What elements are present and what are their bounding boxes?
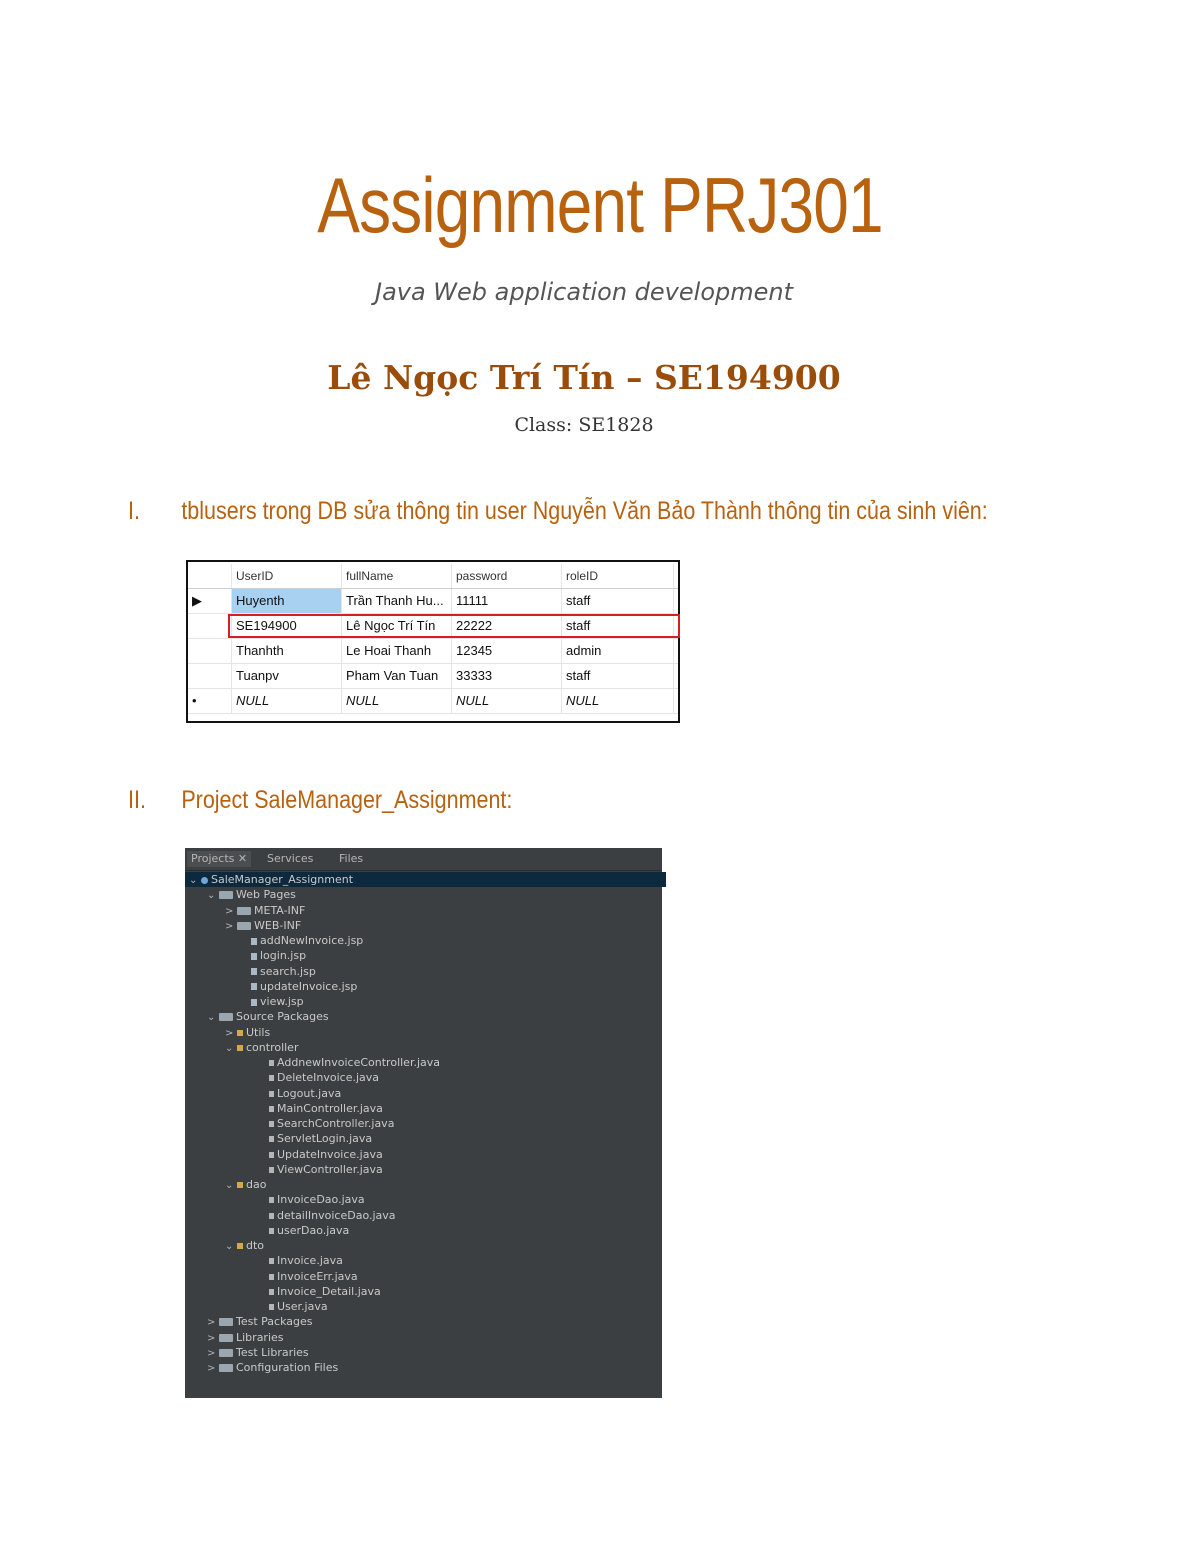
tree-node-label: dto xyxy=(246,1239,265,1252)
tree-node[interactable] xyxy=(185,1223,349,1238)
tree-node-label: view.jsp xyxy=(260,995,304,1008)
panel-tabs xyxy=(185,848,662,871)
tree-node-label: Test Libraries xyxy=(236,1345,309,1359)
tree-node-label: dao xyxy=(246,1178,267,1191)
tree-node-label: Test Packages xyxy=(236,1315,313,1329)
table-cell[interactable]: NULL xyxy=(562,689,674,713)
table-cell[interactable]: SE194900 xyxy=(232,614,342,638)
file-icon xyxy=(251,938,257,945)
table-cell[interactable]: 33333 xyxy=(452,664,562,688)
java-file-icon xyxy=(269,1213,274,1219)
tab-services[interactable]: Services xyxy=(267,852,314,865)
tree-node-label: controller xyxy=(246,1040,299,1054)
tree-node[interactable] xyxy=(185,1314,312,1329)
tree-node-label: SaleManager_Assignment xyxy=(211,873,354,886)
tree-node[interactable] xyxy=(185,964,316,979)
tree-node-label: Source Packages xyxy=(236,1010,329,1024)
table-cell[interactable]: 12345 xyxy=(452,639,562,663)
tree-node-label: userDao.java xyxy=(277,1223,350,1237)
tree-node[interactable] xyxy=(185,1070,379,1085)
table-cell[interactable]: Huyenth xyxy=(232,589,342,613)
section-text: tblusers trong DB sửa thông tin user Nguyễn Văn Bảo Thành thông tin của sinh viên: xyxy=(181,497,988,525)
folder-icon xyxy=(219,1364,233,1372)
section-heading-1 xyxy=(128,497,988,526)
chevron-right-icon[interactable]: > xyxy=(225,1027,234,1039)
tree-node-label: UpdateInvoice.java xyxy=(277,1147,383,1161)
column-header[interactable]: UserID xyxy=(232,564,342,588)
tree-node[interactable] xyxy=(185,1116,394,1131)
document-subtitle: Java Web application development xyxy=(374,278,794,306)
package-icon xyxy=(237,1182,243,1188)
table-cell[interactable]: staff xyxy=(562,589,674,613)
folder-icon xyxy=(219,1013,233,1021)
tree-node-label: DeleteInvoice.java xyxy=(277,1071,380,1085)
java-file-icon xyxy=(269,1258,274,1264)
tree-node-label: ServletLogin.java xyxy=(277,1132,373,1146)
tree-node-label: ViewController.java xyxy=(277,1162,383,1176)
file-icon xyxy=(251,953,257,960)
row-marker xyxy=(188,664,232,688)
chevron-right-icon[interactable]: > xyxy=(225,905,234,917)
tree-node[interactable] xyxy=(185,994,304,1009)
ide-projects-panel xyxy=(185,848,662,1398)
java-file-icon xyxy=(269,1060,274,1066)
table-cell[interactable]: staff xyxy=(562,614,674,638)
tree-node[interactable] xyxy=(185,1009,329,1024)
highlight-box xyxy=(228,614,680,638)
tree-node[interactable] xyxy=(185,887,296,902)
chevron-right-icon[interactable]: > xyxy=(207,1363,216,1374)
section-number: II. xyxy=(128,786,146,814)
project-icon xyxy=(201,877,208,884)
java-file-icon xyxy=(269,1152,274,1158)
table-row[interactable] xyxy=(188,589,678,614)
java-file-icon xyxy=(269,1304,274,1310)
tree-node[interactable] xyxy=(185,1101,383,1116)
tree-node[interactable] xyxy=(185,933,363,948)
row-marker: ▶ xyxy=(188,589,232,613)
java-file-icon xyxy=(269,1075,274,1081)
folder-icon xyxy=(237,907,251,915)
tree-node[interactable] xyxy=(185,1330,284,1345)
java-file-icon xyxy=(269,1289,274,1295)
tree-node[interactable] xyxy=(185,1299,328,1314)
table-cell[interactable]: Lê Ngọc Trí Tín xyxy=(342,614,452,638)
tree-node-label: Web Pages xyxy=(236,888,296,902)
section-text: Project SaleManager_Assignment: xyxy=(181,786,513,814)
tree-node[interactable] xyxy=(185,903,305,918)
tree-node[interactable] xyxy=(185,1360,338,1375)
tree-node-label: login.jsp xyxy=(260,949,307,963)
row-marker-header xyxy=(188,564,232,588)
table-cell[interactable]: NULL xyxy=(342,689,452,713)
author-line: Lê Ngọc Trí Tín – SE194900 xyxy=(327,358,841,397)
tree-node[interactable] xyxy=(185,1269,358,1284)
tab-projects[interactable]: Projects ✕ xyxy=(187,851,251,867)
tree-node-label: InvoiceErr.java xyxy=(277,1269,358,1283)
java-file-icon xyxy=(269,1274,274,1280)
class-line: Class: SE1828 xyxy=(514,414,654,436)
table-cell[interactable]: 11111 xyxy=(452,589,562,613)
tree-node[interactable] xyxy=(185,1040,298,1055)
tree-node-label: updateInvoice.jsp xyxy=(260,979,358,993)
tree-node[interactable] xyxy=(185,1147,383,1162)
file-icon xyxy=(251,983,257,990)
java-file-icon xyxy=(269,1121,274,1127)
column-header[interactable]: roleID xyxy=(562,564,674,588)
chevron-down-icon[interactable]: ⌄ xyxy=(189,875,198,886)
chevron-down-icon[interactable]: ⌄ xyxy=(207,890,216,902)
tree-node[interactable] xyxy=(185,1208,396,1223)
tree-node-label: Logout.java xyxy=(277,1086,342,1100)
tree-node[interactable] xyxy=(185,1177,266,1192)
table-cell[interactable]: Thanhth xyxy=(232,639,342,663)
table-cell[interactable]: Pham Van Tuan xyxy=(342,664,452,688)
java-file-icon xyxy=(269,1106,274,1112)
table-cell[interactable]: admin xyxy=(562,639,674,663)
row-marker xyxy=(188,639,232,663)
table-cell[interactable]: 22222 xyxy=(452,614,562,638)
folder-icon xyxy=(237,922,251,930)
tree-node[interactable] xyxy=(185,1086,341,1101)
java-file-icon xyxy=(269,1197,274,1203)
section-heading-2 xyxy=(128,786,512,815)
folder-icon xyxy=(219,891,233,899)
chevron-right-icon[interactable]: > xyxy=(225,920,234,932)
tree-node[interactable] xyxy=(185,948,306,963)
db-users-table xyxy=(186,560,680,723)
chevron-down-icon[interactable]: ⌄ xyxy=(225,1042,234,1054)
column-header[interactable]: password xyxy=(452,564,562,588)
row-marker: • xyxy=(188,689,232,713)
column-header[interactable]: fullName xyxy=(342,564,452,588)
chevron-down-icon[interactable]: ⌄ xyxy=(225,1241,234,1252)
table-cell[interactable]: Tuanpv xyxy=(232,664,342,688)
tree-node[interactable] xyxy=(185,1238,264,1253)
folder-icon xyxy=(219,1349,233,1357)
document-title: Assignment PRJ301 xyxy=(317,161,883,249)
table-cell[interactable]: Le Hoai Thanh xyxy=(342,639,452,663)
folder-icon xyxy=(219,1318,233,1326)
java-file-icon xyxy=(269,1091,274,1097)
tree-node[interactable] xyxy=(185,1345,309,1360)
tree-node-label: MainController.java xyxy=(277,1101,383,1115)
tree-node-label: search.jsp xyxy=(260,964,316,978)
chevron-right-icon[interactable]: > xyxy=(207,1332,216,1344)
tree-node-label: WEB-INF xyxy=(254,918,302,932)
package-icon xyxy=(237,1243,243,1249)
java-file-icon xyxy=(269,1136,274,1142)
chevron-down-icon[interactable]: ⌄ xyxy=(207,1012,216,1024)
row-marker xyxy=(188,614,232,638)
tree-node[interactable] xyxy=(185,1162,383,1177)
table-cell[interactable]: NULL xyxy=(232,689,342,713)
tree-node[interactable] xyxy=(185,1253,343,1268)
tree-node[interactable] xyxy=(185,979,357,994)
table-cell[interactable]: staff xyxy=(562,664,674,688)
tree-node[interactable] xyxy=(185,1055,440,1070)
chevron-right-icon[interactable]: > xyxy=(207,1347,216,1359)
tree-node-label: AddnewInvoiceController.java xyxy=(277,1056,441,1069)
package-icon xyxy=(237,1045,243,1051)
tree-node[interactable] xyxy=(185,1131,372,1146)
tree-node-label: META-INF xyxy=(254,903,306,917)
tree-node[interactable] xyxy=(185,1192,365,1207)
tree-node[interactable] xyxy=(185,918,301,933)
table-row[interactable] xyxy=(188,664,678,689)
java-file-icon xyxy=(269,1228,274,1234)
table-header-row xyxy=(188,564,678,589)
tree-node-label: detailInvoiceDao.java xyxy=(277,1208,396,1222)
java-file-icon xyxy=(269,1167,274,1173)
table-row[interactable] xyxy=(188,639,678,664)
tree-node-label: addNewInvoice.jsp xyxy=(260,934,364,947)
folder-icon xyxy=(219,1334,233,1342)
tree-node-label: Invoice_Detail.java xyxy=(277,1284,381,1298)
tab-files[interactable]: Files xyxy=(339,852,364,865)
tree-node[interactable] xyxy=(185,872,666,887)
table-cell[interactable]: NULL xyxy=(452,689,562,713)
tree-node-label: InvoiceDao.java xyxy=(277,1193,365,1207)
file-icon xyxy=(251,999,257,1006)
tree-node-label: Invoice.java xyxy=(277,1254,343,1268)
tree-node-label: Utils xyxy=(246,1025,271,1039)
tree-node[interactable] xyxy=(185,1284,381,1299)
section-number: I. xyxy=(128,497,140,525)
file-icon xyxy=(251,968,257,975)
tree-node-label: Libraries xyxy=(236,1330,284,1344)
package-icon xyxy=(237,1030,243,1036)
tree-node-label: User.java xyxy=(277,1300,328,1313)
table-row-new[interactable] xyxy=(188,689,678,714)
tree-node-label: SearchController.java xyxy=(277,1117,395,1130)
table-cell[interactable]: Trần Thanh Hu... xyxy=(342,589,452,613)
tree-node-label: Configuration Files xyxy=(236,1361,339,1374)
chevron-right-icon[interactable]: > xyxy=(207,1317,216,1329)
tree-node[interactable] xyxy=(185,1025,270,1040)
chevron-down-icon[interactable]: ⌄ xyxy=(225,1180,234,1191)
